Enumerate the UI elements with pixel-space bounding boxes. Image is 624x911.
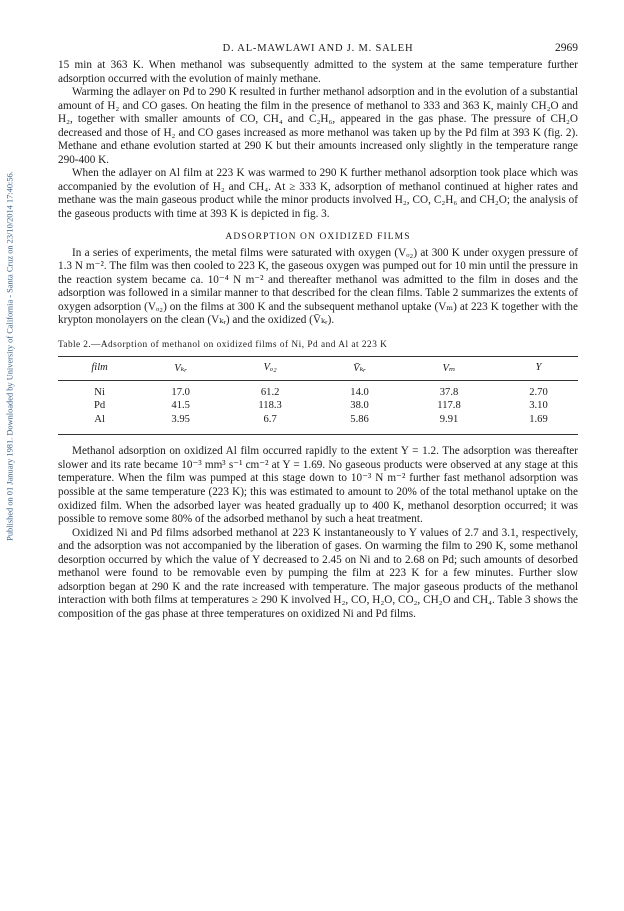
paragraph-oxidized-intro: In a series of experiments, the metal films were saturated with oxygen (Vₒ₂) at 300 K under oxygen pressure of 1.3 N m⁻². The film was then cooled to 223 K, the gaseous oxygen was pumped out for 10 min until the pressure in the reaction system became ca. 10⁻⁴ N m⁻² and thereafter methanol was admitted to the film in doses and the adsorption was followed in a similar manner to that described for the clean films. Table 2 summarizes the extents of oxygen adsorption (Vₒ₂) on the films at 300 K and the subsequent methanol uptake (Vₘ) at 223 K together with the krypton monolayers on the clean (Vₖᵣ) and the oxidized (V̄ₖᵣ).: [58, 246, 578, 327]
table-caption-label: Table 2.: [58, 339, 92, 350]
header-authors: D. AL-MAWLAWI AND J. M. SALEH: [222, 43, 414, 54]
table-cell: 3.10: [529, 400, 548, 412]
table-header-vkr: Vₖᵣ: [174, 362, 188, 374]
running-header: [58, 43, 578, 59]
paper-page: [58, 43, 578, 621]
table-cell: 6.7: [263, 413, 277, 425]
table-header-vkr-bar: V̄ₖᵣ: [353, 362, 367, 374]
table-cell: 2.70: [529, 386, 548, 398]
paragraph-oxidized-al: Methanol adsorption on oxidized Al film occurred rapidly to the extent Y = 1.2. The adsorption was thereafter slower and its rate became 10⁻³ mm³ s⁻¹ cm⁻² at Y = 1.69. No gaseous products were observed at any stage at this temperature. When the film was pumped at this stage down to 10⁻³ N m⁻² further fast methanol adsorption was possible at the same temperature (223 K); this was estimated to amount to 20% of the total methanol uptake on the oxidized film. When the adsorbed layer was heated gradually up to 400 K, methanol desorption occurred; it was possible to remove some 80% of the adsorbed methanol by such a heat treatment.: [58, 445, 578, 526]
table-cell: 118.3: [258, 400, 282, 412]
table-cell: 9.91: [439, 413, 459, 425]
paragraph-al-warming: When the adlayer on Al film at 223 K was warmed to 290 K further methanol adsorption took place which was accompanied by the evolution of H₂ and CH₄. At ≥ 333 K, adsorption of methanol continued at higher rates and methane was the main gaseous product while the minor products involved H₂, CO, C₂H₆ and CH₂O; the analysis of the gaseous products with time at 393 K is depicted in fig. 3.: [58, 167, 578, 221]
table-cell: 37.8: [439, 386, 459, 398]
table-cell: 61.2: [260, 386, 280, 398]
table-header-row: [58, 356, 578, 380]
paragraph-oxidized-ni-pd: Oxidized Ni and Pd films adsorbed methanol at 223 K instantaneously to Y values of 2.7 and 3.1, respectively, and the adsorption was not accompanied by the liberation of gases. On warming the film to 290 K, some methanol desorption occurred by which the value of Y decreased to 2.45 on Ni and to 2.68 on Pd; such amounts of desorbed methanol were found to be removable even by pumping the film at 223 K for a few minutes. Further slow adsorption began at 290 K and the rate increased with temperature. The major gaseous products of the methanol interaction with both films at temperatures ≥ 290 K involved H₂, CO, H₂O, CO₂, CH₂O and CH₄. Table 3 shows the composition of the gas phase at three temperatures on oxidized Ni and Pd films.: [58, 526, 578, 620]
table-cell: Ni: [94, 386, 105, 398]
table-cell: 117.8: [437, 400, 461, 412]
download-watermark: [4, 96, 16, 616]
table-row: [58, 399, 578, 413]
table-row: [58, 413, 578, 435]
paragraph-continued: 15 min at 363 K. When methanol was subsequently admitted to the system at the same temperature further adsorption occurred with the evolution of mainly methane.: [58, 59, 578, 85]
table-cell: Pd: [93, 400, 106, 412]
download-watermark-text: Published on 01 January 1981. Downloaded by University of California - Santa Cruz on 23/10/2014 17:40:56.: [5, 171, 15, 541]
methanol-adsorption-table: [58, 356, 578, 436]
table-row: [58, 380, 578, 399]
table-cell: 38.0: [350, 400, 369, 412]
table-cell: 5.86: [350, 413, 369, 425]
table-header-y: Y: [535, 362, 542, 374]
table-caption: [58, 340, 578, 350]
section-heading: ADSORPTION ON OXIDIZED FILMS: [225, 231, 411, 242]
table-cell: Al: [94, 413, 105, 425]
paragraph-pd-warming: Warming the adlayer on Pd to 290 K resulted in further methanol adsorption and in the evolution of a substantial amount of H₂ and CO gases. On heating the film in the presence of methanol to 333 and 363 K, mainly CH₂O and H₂, together with smaller amounts of CO, CH₄ and C₂H₆, appeared in the gas phase. The pressure of CH₂O decreased and those of H₂ and CO gases increased as more methanol was taken up by the Pd film at 393 K (fig. 2). Methane and ethane evolution started at 290 K but their amounts increased only slightly in the temperature range 290-400 K.: [58, 86, 578, 166]
table-header-film: film: [91, 362, 108, 374]
table-cell: 41.5: [171, 400, 190, 412]
table-cell: 17.0: [171, 386, 190, 398]
table-cell: 1.69: [529, 413, 548, 425]
table-header-vo2: Vₒ₂: [263, 362, 277, 374]
table-header-vm: Vₘ: [442, 362, 456, 374]
page-number: 2969: [555, 42, 578, 54]
table-caption-text: —Adsorption of methanol on oxidized films of Ni, Pd and Al at 223 K: [91, 339, 388, 350]
table-cell: 3.95: [171, 413, 190, 425]
table-cell: 14.0: [350, 386, 369, 398]
